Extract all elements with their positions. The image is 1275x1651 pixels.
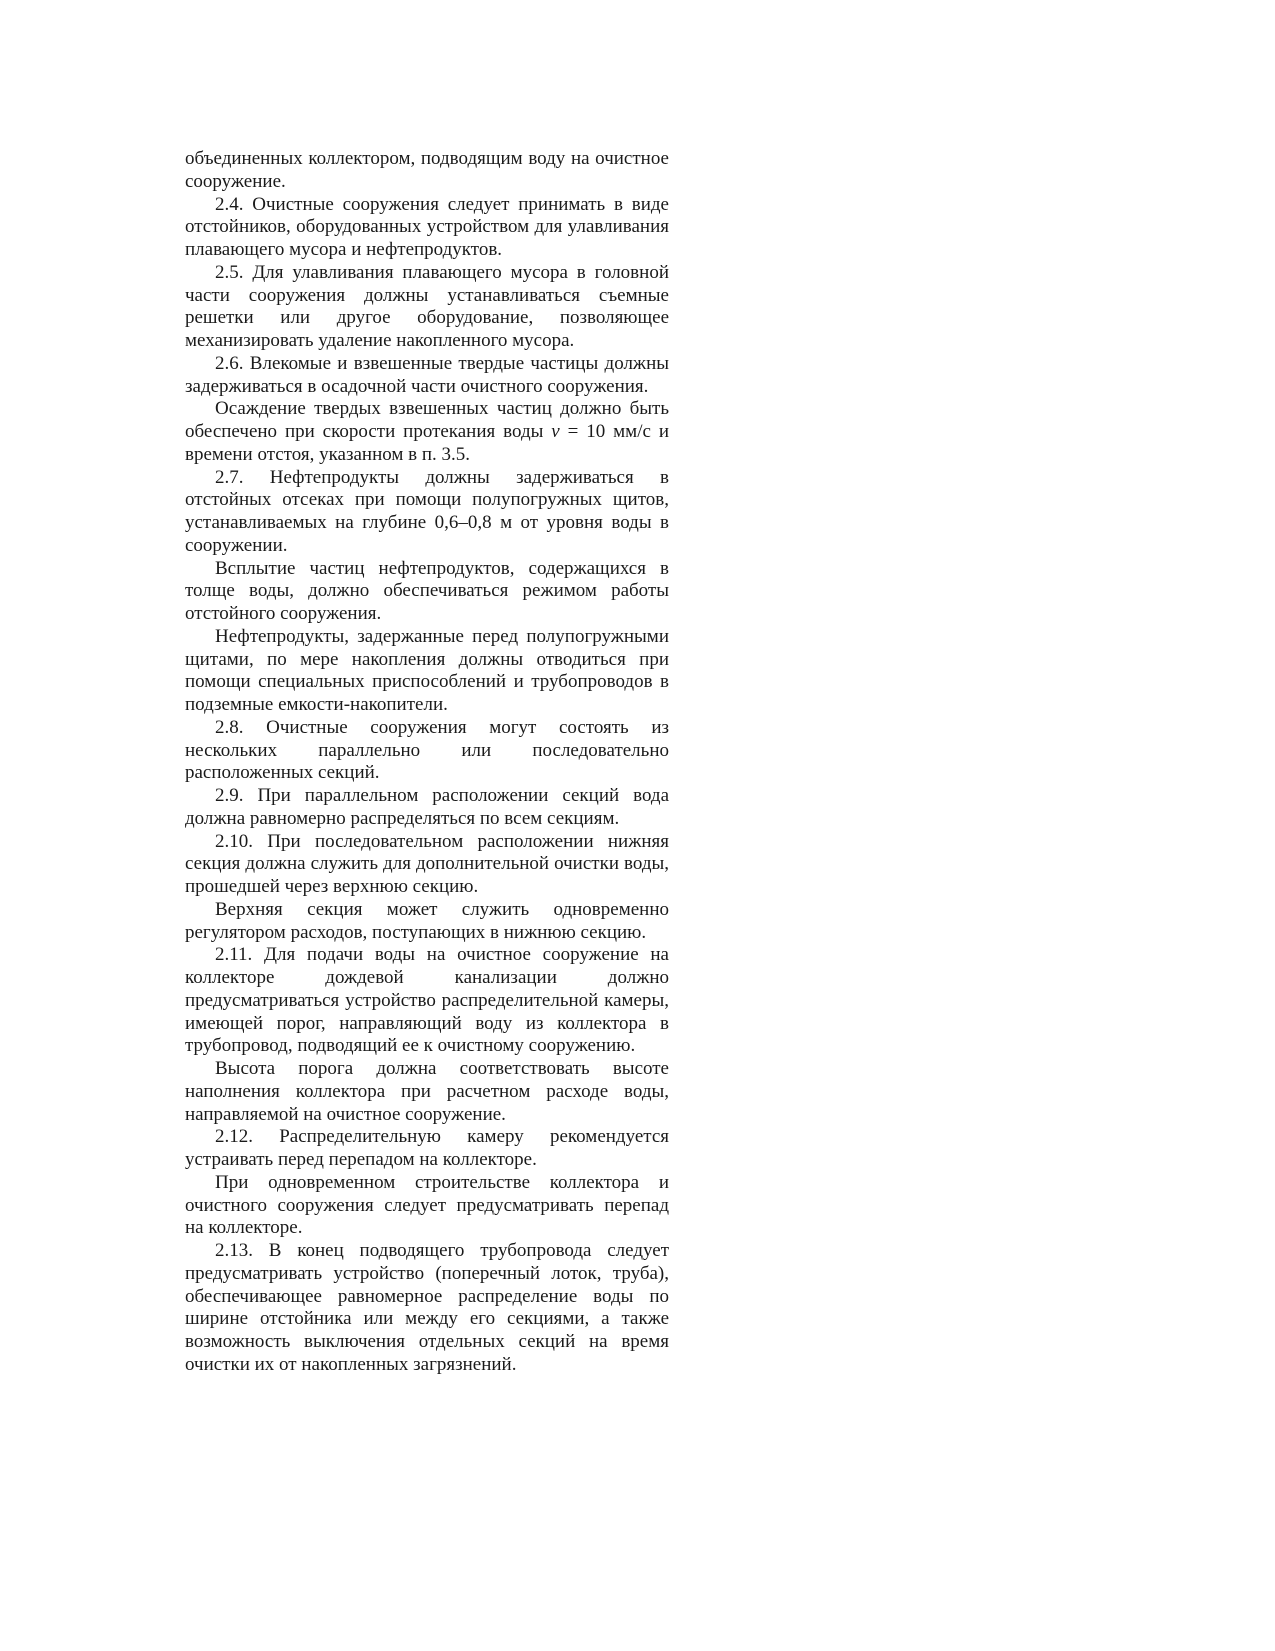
text-segment: Осаждение твердых взвешенных частиц должно быть обеспечено при скорости протекания воды xyxy=(185,398,669,442)
paragraph-2-9: 2.9. При параллельном расположении секций вода должна равномерно распределяться по всем секциям. xyxy=(185,785,669,829)
paragraph-2-7-floating: Всплытие частиц нефтепродуктов, содержащихся в толще воды, должно обеспечиваться режимом работы отстойного сооружения. xyxy=(185,557,669,624)
paragraph-2-11-threshold: Высота порога должна соответствовать высоте наполнения коллектора при расчетном расходе воды, направляемой на очистное сооружение. xyxy=(185,1058,669,1125)
paragraph-2-13: 2.13. В конец подводящего трубопровода следует предусматривать устройство (поперечный лоток, труба), обеспечивающее равномерное распределение воды по ширине отстойника или между его секциями, а также возможность выключения отдельных секций на время очистки их от накопленных загрязнений. xyxy=(185,1240,669,1375)
paragraph-2-10-upper-section: Верхняя секция может служить одновременно регулятором расходов, поступающих в нижнюю секцию. xyxy=(185,898,669,943)
paragraph-2-7: 2.7. Нефтепродукты должны задерживаться в отстойных отсеках при помощи полупогружных щитов, устанавливаемых на глубине 0,6–0,8 м от уровня воды в сооружении. xyxy=(185,466,669,556)
text-segment: = 10 мм/с и времени отстоя, указанном в п. 3.5. xyxy=(185,421,669,465)
paragraph-continuation: объединенных коллектором, подводящим воду на очистное сооружение. xyxy=(185,148,669,192)
paragraph-2-12: 2.12. Распределительную камеру рекомендуется устраивать перед перепадом на коллекторе. xyxy=(185,1126,669,1170)
paragraph-2-12-construction: При одновременном строительстве коллектора и очистного сооружения следует предусматривать перепад на коллекторе. xyxy=(185,1171,669,1239)
document-page xyxy=(185,148,669,1377)
velocity-symbol: v xyxy=(551,421,560,442)
paragraph-2-4: 2.4. Очистные сооружения следует принимать в виде отстойников, оборудованных устройством для улавливания плавающего мусора и нефтепродуктов. xyxy=(185,193,669,260)
paragraph-2-6: 2.6. Влекомые и взвешенные твердые частицы должны задерживаться в осадочной части очистного сооружения. xyxy=(185,352,669,397)
paragraph-2-5: 2.5. Для улавливания плавающего мусора в головной части сооружения должны устанавливаться съемные решетки или другое оборудование, позволяющее механизировать удаление накопленного мусора. xyxy=(185,261,669,351)
paragraph-2-8: 2.8. Очистные сооружения могут состоять из нескольких параллельно или последовательно расположенных секций. xyxy=(185,716,669,784)
paragraph-2-6-sedimentation xyxy=(185,398,669,466)
paragraph-2-7-drainage: Нефтепродукты, задержанные перед полупогружными щитами, по мере накопления должны отводиться при помощи специальных приспособлений и трубопроводов в подземные емкости-накопители. xyxy=(185,625,669,715)
paragraph-2-10: 2.10. При последовательном расположении нижняя секция должна служить для дополнительной очистки воды, прошедшей через верхнюю секцию. xyxy=(185,830,669,897)
paragraph-2-11: 2.11. Для подачи воды на очистное сооружение на коллекторе дождевой канализации должно предусматриваться устройство распределительной камеры, имеющей порог, направляющий воду из коллектора в трубопровод, подводящий ее к очистному сооружению. xyxy=(185,944,669,1057)
